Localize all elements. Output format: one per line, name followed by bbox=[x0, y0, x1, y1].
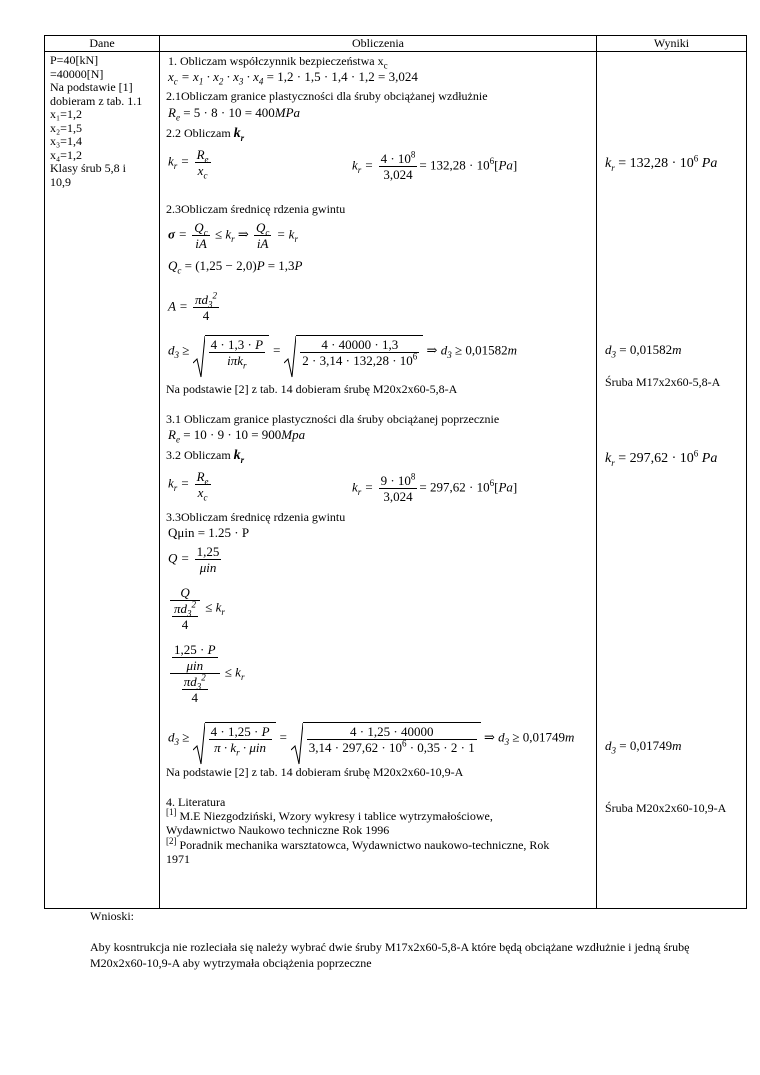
given-line: 10,9 bbox=[50, 174, 71, 189]
body-row bbox=[45, 52, 747, 909]
section-3-1-heading: 3.1 Obliczam granice plastyczności dla śruby obciążanej poprzecznie bbox=[166, 412, 500, 426]
result-d3-2: $d_3 = 0,01749m$ bbox=[605, 738, 682, 756]
given-line: x₂=1,5 bbox=[50, 120, 82, 135]
header-wyniki: Wyniki bbox=[597, 36, 747, 52]
section-2-2-heading: 2.2 Obliczam $k_r$ bbox=[166, 126, 245, 143]
result-bolt-2: Śruba M20x2x60-10,9-A bbox=[605, 801, 727, 815]
formula-load-check: $\frac{\frac{1,25 \cdot P}{\text{μin}}}{\frac{\pi d_3^2}{4}}$ ≤ $k_r$ bbox=[168, 642, 244, 705]
formula-area: A = $\frac{\pi d_3^2}{4}$ bbox=[168, 290, 217, 323]
conclusions bbox=[90, 908, 710, 971]
section-3-3-heading: 3.3Obliczam średnicę rdzenia gwintu bbox=[166, 510, 346, 524]
formula-kr-2: $k_r$ = $\frac{R_e}{x_c}$ bbox=[168, 469, 209, 503]
given-line: =40000[N] bbox=[50, 66, 104, 81]
header-row bbox=[45, 36, 747, 52]
formula-kr-1-value: $k_r$ = $\frac{4 \cdot 10^8}{3,024}$ = $132,28 \cdot 10^6[Pa]$ bbox=[352, 149, 518, 182]
formula-qc: $Q_c = (1,25 - 2,0)P = 1,3P$ bbox=[168, 258, 303, 276]
formula-d3-2: $d_3$ ≥ $\frac{4 \cdot 1,25 \cdot P}{\pi \cdot k_r \cdot \mu in}$ = $\frac{4 \cdot 1,25 \cdot 40000}{3,14 \cdot 297,62 \cdot 10^6 \cdot 0,35 \cdot 2 \cdot 1}$ ⇒ $d_3 \ge 0,01749m$ bbox=[168, 722, 574, 755]
literature-item-2: [2] Poradnik mechanika warsztatowca, Wydawnictwo naukowo-techniczne, Rok bbox=[166, 836, 550, 852]
section-2-3-heading: 2.3Obliczam średnicę rdzenia gwintu bbox=[166, 202, 346, 216]
given-line: x₁=1,2 bbox=[50, 107, 82, 121]
given-line: P=40[kN] bbox=[50, 53, 99, 67]
formula-sigma: σ = $\frac{Q_c}{iA}$ ≤ $k_r$ ⇒ $\frac{Q_c}{iA}$ = $k_r$ bbox=[168, 220, 298, 251]
result-kr-1: $k_r = 132,28 \cdot 10^6$ Pa bbox=[605, 153, 718, 173]
formula-re-2: $R_e = 10 \cdot 9 \cdot 10 = 900Mpa$ bbox=[168, 427, 306, 445]
formula-kr-1: $k_r$ = $\frac{R_e}{x_c}$ bbox=[168, 147, 209, 181]
formula-xc: $x_c = x_1 \cdot x_2 \cdot x_3 \cdot x_4 = 1,2 \cdot 1,5 \cdot 1,4 \cdot 1,2 = 3,024$ bbox=[168, 69, 418, 87]
result-d3-1: $d_3 = 0,01582m$ bbox=[605, 342, 682, 360]
section-2-1-heading: 2.1Obliczam granice plastyczności dla śruby obciążanej wzdłużnie bbox=[166, 89, 488, 103]
given-line: x₄=1,2 bbox=[50, 147, 82, 162]
calculation-cell bbox=[160, 52, 597, 909]
formula-re-1: $R_e = 5 \cdot 8 \cdot 10 = 400MPa$ bbox=[168, 105, 301, 123]
bolt-selection-2: Na podstawie [2] z tab. 14 dobieram śrubę M20x2x60-10,9-A bbox=[166, 765, 464, 779]
given-cell bbox=[45, 52, 160, 909]
given-line: Klasy śrub 5,8 i bbox=[50, 161, 126, 175]
formula-kr-2-value: $k_r$ = $\frac{9 \cdot 10^8}{3,024}$ = $297,62 \cdot 10^6[Pa]$ bbox=[352, 471, 518, 504]
results-cell bbox=[597, 52, 747, 909]
header-obliczenia: Obliczenia bbox=[160, 36, 597, 52]
section-1-heading: 1. Obliczam współczynnik bezpieczeństwa $x_c$ bbox=[168, 54, 388, 71]
formula-q: Q = $\frac{1,25}{\text{μin}}$ bbox=[168, 544, 220, 575]
calculation-table bbox=[44, 35, 747, 909]
formula-q-over-area: $\frac{Q}{\frac{\pi d_3^2}{4}}$ ≤ $k_r$ bbox=[168, 585, 225, 632]
header-dane: Dane bbox=[45, 36, 160, 52]
section-3-2-heading: 3.2 Obliczam $k_r$ bbox=[166, 448, 245, 465]
given-line: dobieram z tab. 1.1 bbox=[50, 93, 143, 108]
formula-d3-1: $d_3$ ≥ $\frac{4 \cdot 1,3 \cdot P}{i\pi k_r}$ = $\frac{4 \cdot 40000 \cdot 1,3}{2 \cdot 3,14 \cdot 132,28 \cdot 10^6}$ ⇒ $d_3 \ge 0,01582m$ bbox=[168, 335, 517, 368]
literature-item-1: [1] M.E Niezgodziński, Wzory wykresy i tablice wytrzymałościowe, bbox=[166, 807, 493, 823]
given-line: Na podstawie [1] bbox=[50, 80, 133, 94]
literature-item-2-cont: 1971 bbox=[166, 852, 190, 866]
conclusions-text: Aby kosntrukcja nie rozleciała się należy wybrać dwie śruby M17x2x60-5,8-A które będą obciążane wzdłużnie i jedną śrubę M20x2x60-10,9-A aby wytrzymała obciążenia poprzeczne bbox=[90, 940, 690, 970]
bolt-selection-1: Na podstawie [2] z tab. 14 dobieram śrubę M20x2x60-5,8-A bbox=[166, 382, 458, 396]
result-bolt-1: Śruba M17x2x60-5,8-A bbox=[605, 375, 721, 389]
result-kr-2: $k_r = 297,62 \cdot 10^6$ Pa bbox=[605, 448, 718, 468]
conclusions-title: Wnioski: bbox=[90, 909, 134, 923]
given-line: x₃=1,4 bbox=[50, 134, 82, 148]
formula-qmin: Qμin = 1.25 · P bbox=[168, 525, 250, 540]
literature-heading: 4. Literatura bbox=[166, 795, 226, 809]
literature-item-1-cont: Wydawnictwo Naukowo techniczne Rok 1996 bbox=[166, 823, 390, 837]
